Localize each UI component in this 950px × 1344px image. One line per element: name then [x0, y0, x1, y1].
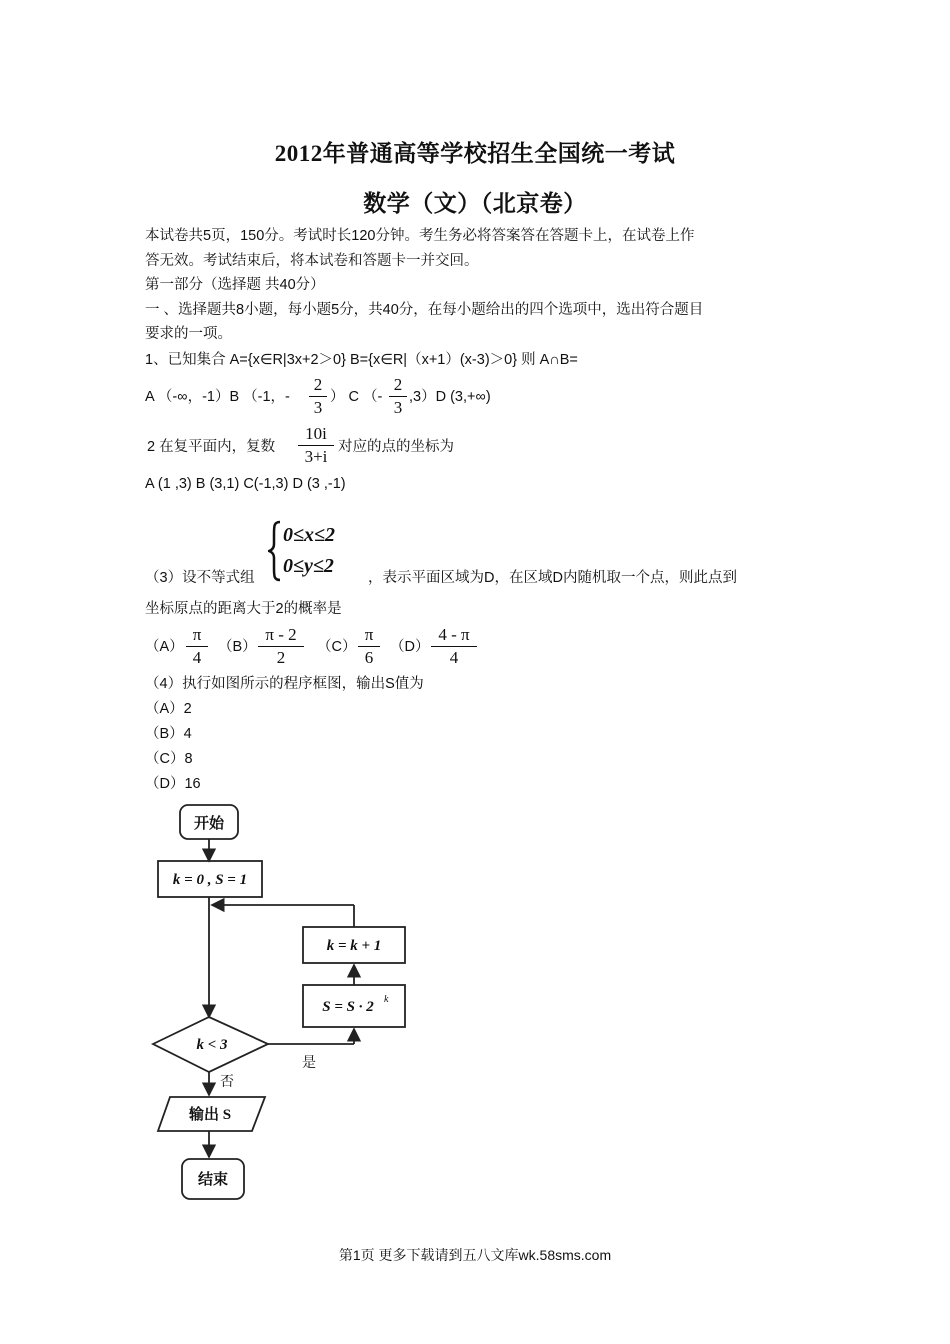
q3-label-b: （B）: [218, 639, 257, 655]
q3-fraction-c: [358, 625, 380, 668]
q3-prefix: （3）设不等式组: [145, 570, 255, 586]
exam-title: 2012年普通高等学校招生全国统一考试: [274, 141, 676, 166]
q3-frac-a-den: 4: [192, 648, 202, 667]
q1-options-ab: A （-∞，-1）B （-1，-: [145, 389, 290, 405]
q3-frac-c-num: π: [364, 625, 374, 644]
flow-update-label: S = S · 2: [322, 999, 374, 1015]
q1-frac-b-den: 3: [313, 398, 323, 417]
q1-fraction-c: [389, 375, 407, 418]
q1-option-d: ,3）D (3,+∞): [409, 389, 491, 405]
q1-frac-c-den: 3: [393, 398, 403, 417]
q3-fraction-d: [431, 625, 477, 668]
q1-frac-b-num: 2: [313, 375, 323, 394]
q3-frac-d-den: 4: [449, 648, 459, 667]
q4-option-a: （A）2: [145, 701, 192, 717]
program-flowchart: [140, 795, 430, 1215]
q2-stem-prefix: 2 在复平面内，复数: [147, 439, 276, 455]
q3-suffix: ，表示平面区域为D，在区域D内随机取一个点，则此点到: [368, 570, 737, 586]
q4-stem: （4）执行如图所示的程序框图，输出S值为: [145, 676, 424, 692]
q1-stem: 1、已知集合 A={x∈R|3x+2＞0} B={x∈R|（x+1）(x-3)＞0} 则 A∩B=: [145, 352, 578, 368]
section-instructions-1: 一 、选择题共8小题，每小题5分，共40分，在每小题给出的四个选项中，选出符合题目: [145, 302, 704, 318]
q3-frac-b-num: π - 2: [265, 625, 297, 644]
q3-fraction-a: [186, 625, 208, 668]
exam-subtitle: 数学（文）（北京卷）: [363, 191, 587, 216]
q1-option-c: ） C （-: [330, 389, 383, 405]
inequality-brace: [268, 520, 276, 580]
q4-option-b: （B）4: [145, 726, 192, 742]
q3-frac-b-den: 2: [276, 648, 286, 667]
intro-line-1: 本试卷共5页，150分。考试时长120分钟。考生务必将答案答在答题卡上，在试卷上作: [145, 228, 695, 244]
flow-increment-label: k = k + 1: [326, 938, 382, 954]
q3-frac-a-num: π: [192, 625, 202, 644]
q3-frac-c-den: 6: [364, 648, 374, 667]
q3-frac-d-num: 4 - π: [438, 625, 470, 644]
q4-option-d: （D）16: [145, 776, 201, 792]
part-heading: 第一部分（选择题 共40分）: [145, 277, 325, 293]
q1-fraction-b: [309, 375, 327, 418]
q2-frac-den: 3+i: [304, 447, 328, 466]
inequality-2: 0≤y≤2: [283, 555, 334, 577]
inequality-1: 0≤x≤2: [283, 524, 335, 546]
q4-option-c: （C）8: [145, 751, 193, 767]
brace-icon: [268, 520, 282, 582]
flow-start-label: 开始: [193, 816, 225, 832]
flow-end-label: 结束: [197, 1172, 229, 1188]
flow-init-label: k = 0 , S = 1: [172, 872, 248, 888]
q2-fraction: [298, 424, 334, 467]
section-instructions-2: 要求的一项。: [145, 326, 232, 342]
q3-label-c: （C）: [317, 639, 357, 655]
q3-label-a: （A）: [145, 639, 184, 655]
page-footer: 第1页 更多下载请到五八文库wk.58sms.com: [338, 1247, 612, 1263]
flow-condition-label: k < 3: [196, 1037, 228, 1053]
flow-output-label: 输出 S: [188, 1107, 232, 1123]
intro-line-2: 答无效。考试结束后，将本试卷和答题卡一并交回。: [145, 253, 479, 269]
q1-frac-c-num: 2: [393, 375, 403, 394]
q3-fraction-b: [258, 625, 304, 668]
q2-stem-suffix: 对应的点的坐标为: [338, 439, 454, 455]
flow-no-label: 否: [220, 1075, 234, 1090]
flow-yes-label: 是: [302, 1056, 316, 1071]
q3-line-2: 坐标原点的距离大于2的概率是: [145, 601, 342, 617]
q2-options: A (1 ,3) B (3,1) C(-1,3) D (3 ,-1): [145, 476, 346, 492]
q2-frac-num: 10i: [305, 424, 327, 443]
flow-update-exponent: k: [384, 994, 389, 1005]
q3-label-d: （D）: [390, 639, 430, 655]
